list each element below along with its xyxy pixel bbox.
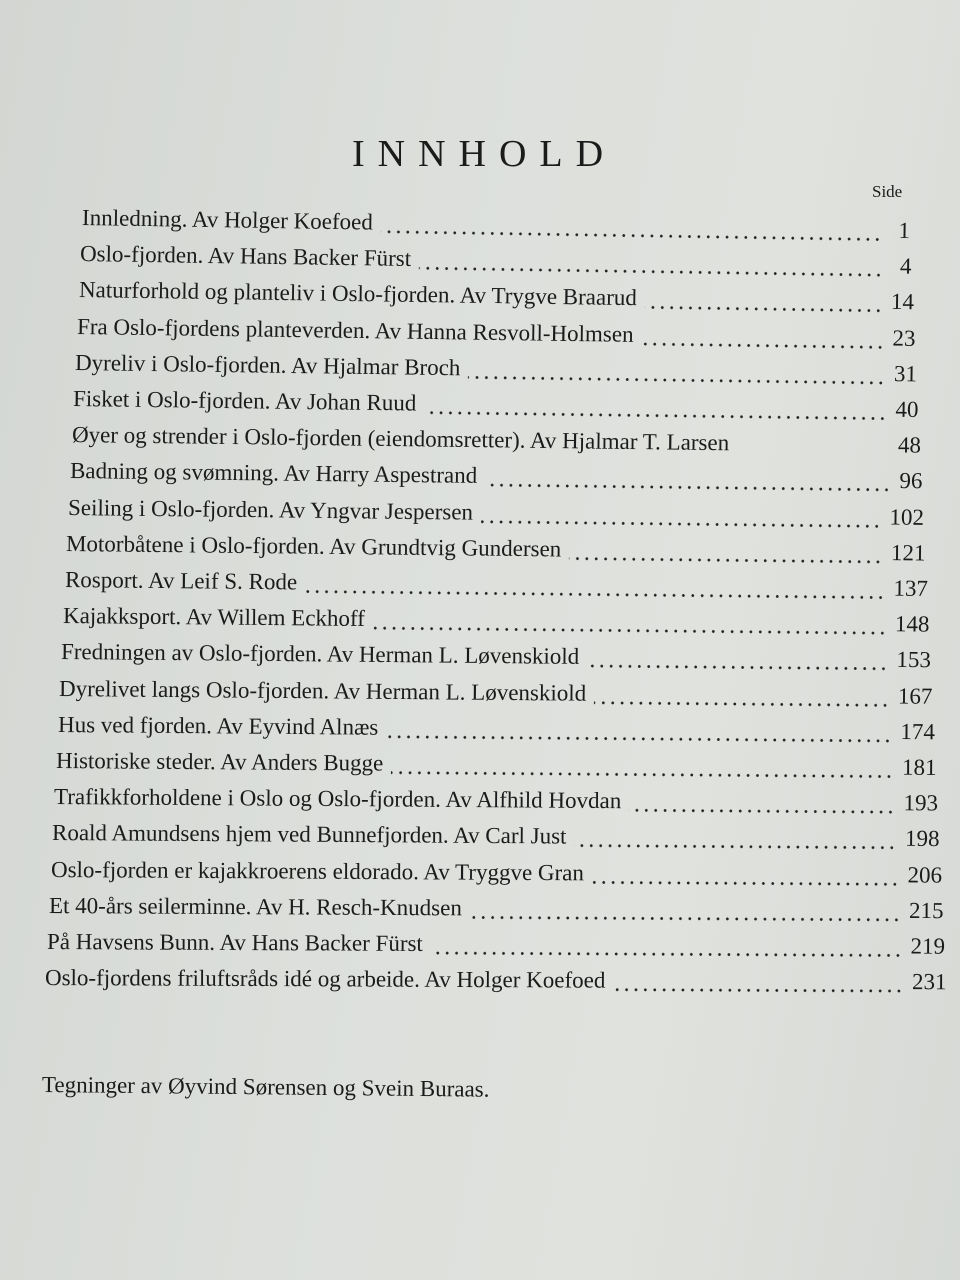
illustration-credit: Tegninger av Øyvind Sørensen og Svein Buraas.	[41, 1072, 490, 1102]
entry-page-number: 193	[903, 790, 939, 816]
toc-entry	[68, 495, 924, 537]
entry-title: Rosport. Av Leif S. Rode	[64, 567, 297, 595]
entry-page-number: 167	[898, 683, 933, 709]
entry-title: På Havsens Bunn. Av Hans Backer Fürst	[46, 929, 423, 956]
entry-title: Oslo-fjordens friluftsråds idé og arbeide. Av Holger Koefoed	[45, 965, 606, 993]
dot-leader	[391, 771, 894, 779]
dot-leader	[431, 951, 903, 957]
toc-entry	[59, 676, 933, 716]
entry-title: Motorbåtene i Oslo-fjorden. Av Grundtvig Gundersen	[66, 530, 562, 562]
entry-page-number: 1	[898, 217, 911, 244]
entry-title: Seiling i Oslo-fjorden. Av Yngvar Jespersen	[67, 494, 474, 525]
toc-entry	[50, 857, 941, 895]
entry-page-number: 102	[889, 504, 925, 530]
entry-title: Hus ved fjorden. Av Eyvind Alnæs	[57, 711, 378, 740]
toc-entry	[56, 748, 937, 787]
dot-leader	[614, 988, 905, 993]
toc-entry	[63, 603, 930, 644]
entry-page-number: 137	[892, 575, 928, 602]
dot-leader	[485, 483, 891, 492]
dot-leader	[381, 230, 882, 242]
entry-title: Oslo-fjorden er kajakkroerens eldorado. Av Tryggve Gran	[50, 856, 584, 885]
entry-page-number: 219	[910, 933, 946, 959]
toc-entry	[64, 567, 927, 608]
toc-entry	[52, 820, 940, 858]
entry-page-number: 231	[912, 969, 947, 995]
toc-entry	[47, 929, 945, 966]
dot-leader	[481, 519, 882, 528]
dot-leader	[729, 450, 898, 452]
dot-leader	[575, 844, 898, 850]
entry-title: Historiske steder. Av Anders Bugge	[55, 748, 384, 776]
toc-entry	[71, 422, 920, 465]
toc-entry	[61, 639, 931, 679]
entry-title: Innledning. Av Holger Koefoed	[81, 205, 374, 235]
entry-page-number: 4	[900, 253, 912, 279]
entry-page-number: 96	[899, 468, 923, 494]
toc-entry	[70, 458, 923, 500]
entry-title: Badning og svømning. Av Harry Aspestrand	[69, 458, 478, 489]
entry-title: Oslo-fjorden. Av Hans Backer Fürst	[80, 241, 412, 272]
entry-page-number: 153	[896, 647, 932, 673]
page-title: INNHOLD	[352, 133, 617, 175]
dot-leader	[305, 590, 885, 600]
dot-leader	[591, 880, 899, 886]
entry-title: Roald Amundsens hjem ved Bunnefjorden. Av Carl Just	[52, 820, 567, 849]
dot-leader	[419, 266, 883, 277]
toc-entry	[45, 965, 947, 1001]
entry-page-number: 31	[893, 360, 918, 387]
dot-leader	[587, 664, 888, 671]
toc-entry	[57, 712, 934, 751]
entry-title: Kajakksport. Av Willem Eckhoff	[62, 603, 365, 632]
entry-page-number: 181	[901, 754, 937, 780]
dot-leader	[629, 808, 895, 814]
dot-leader	[594, 700, 890, 707]
entry-page-number: 23	[892, 325, 916, 351]
entry-page-number: 206	[906, 861, 942, 888]
entry-title: Fredningen av Oslo-fjorden. Av Herman L. Løvenskiold	[60, 639, 580, 670]
entry-page-number: 198	[905, 826, 940, 852]
entry-page-number: 148	[894, 611, 930, 637]
dot-leader	[386, 735, 892, 743]
entry-page-number: 174	[899, 718, 935, 745]
entry-page-number: 215	[908, 897, 944, 923]
entry-title: Naturforhold og planteliv i Oslo-fjorden. Av Trygve Braarud	[78, 277, 637, 311]
entry-title: Øyer og strender i Oslo-fjorden (eiendomsretter). Av Hjalmar T. Larsen	[71, 422, 729, 456]
entry-title: Dyrelivet langs Oslo-fjorden. Av Herman L. Løvenskiold	[59, 675, 587, 706]
entry-page-number: 14	[890, 289, 914, 315]
page-column-label: Side	[872, 182, 903, 201]
entry-page-number: 121	[891, 539, 926, 566]
toc-entry	[49, 893, 944, 930]
dot-leader	[468, 375, 886, 385]
entry-page-number: 40	[895, 396, 919, 423]
entry-title: Fra Oslo-fjordens planteverden. Av Hanna Resvoll-Holmsen	[76, 313, 634, 347]
dot-leader	[569, 556, 883, 563]
entry-page-number: 48	[897, 432, 921, 458]
dot-leader	[470, 915, 901, 921]
entry-title: Dyreliv i Oslo-fjorden. Av Hjalmar Broch	[74, 349, 461, 381]
dot-leader	[373, 626, 887, 635]
entry-title: Fisket i Oslo-fjorden. Av Johan Ruud	[73, 386, 417, 416]
entry-title: Et 40-års seilerminne. Av H. Resch-Knudsen	[48, 892, 462, 921]
toc-entry	[66, 531, 926, 572]
toc-entry	[54, 784, 938, 822]
dot-leader	[641, 342, 884, 349]
entry-title: Trafikkforholdene i Oslo og Oslo-fjorden. Av Alfhild Hovdan	[53, 784, 622, 814]
dot-leader	[424, 411, 887, 421]
dot-leader	[644, 306, 882, 313]
toc-entry	[73, 386, 919, 429]
